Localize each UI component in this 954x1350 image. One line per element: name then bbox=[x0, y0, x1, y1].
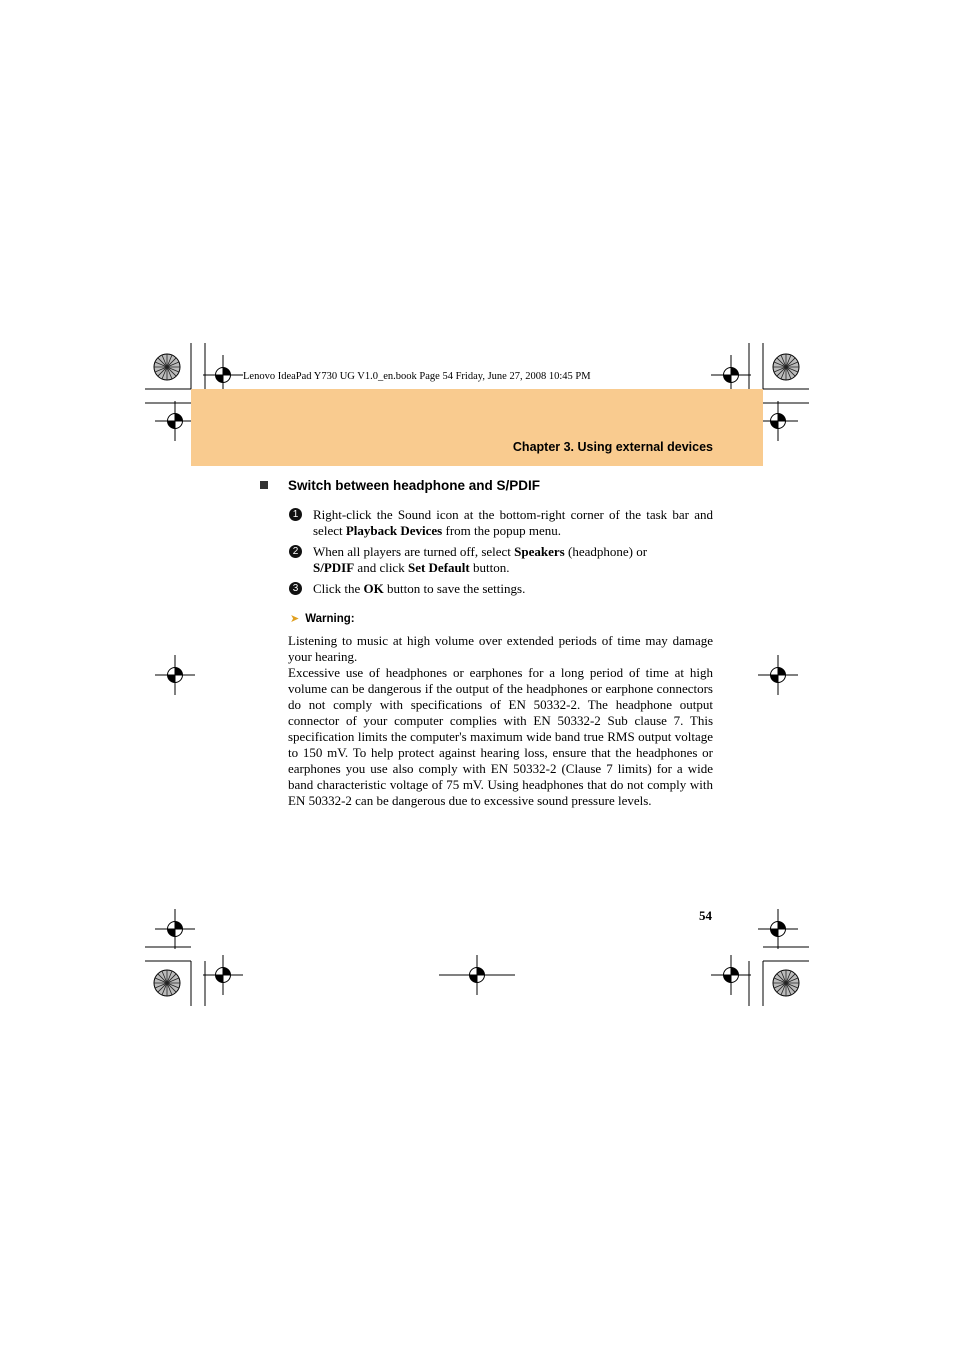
warning-paragraph: Listening to music at high volume over extended periods of time may damage your hearing. bbox=[288, 633, 713, 664]
page-number: 54 bbox=[699, 908, 712, 923]
step-2 bbox=[289, 544, 713, 576]
chapter-banner bbox=[191, 389, 763, 466]
step-number-icon: 1 bbox=[289, 508, 302, 521]
step-1 bbox=[289, 507, 713, 539]
step-text: Click the OK button to save the settings. bbox=[313, 581, 526, 596]
step-number-icon: 2 bbox=[289, 545, 302, 558]
step-3 bbox=[289, 581, 713, 597]
warning-paragraph: Excessive use of headphones or earphones for a long period of time at high volume can be dangerous if the output of the headphones or earphone connectors do not comply with specifications of EN 50332-2. The headphone output connector of your computer complies with EN 50332-2 Sub clause 7. This specification limits the computer's maximum wide band true RMS output voltage to 150 mV. To help protect against hearing loss, ensure that the headphones or earphones you use also comply with EN 50332-2 (Clause 7 limits) for a wide band characteristic voltage of 75 mV. Using headphones that do not comply with EN 50332-2 can be dangerous due to excessive sound pressure levels. bbox=[288, 665, 713, 808]
section-heading-text: Switch between headphone and S/PDIF bbox=[288, 478, 541, 493]
warning-label: ➤ Warning: bbox=[290, 613, 355, 625]
arrow-right-icon: ➤ bbox=[290, 613, 300, 625]
step-text: Right-click the Sound icon at the bottom-right corner of the task bar and select Playback Devices from the popup menu. bbox=[313, 507, 713, 538]
book-info-line: Lenovo IdeaPad Y730 UG V1.0_en.book Page 54 Friday, June 27, 2008 10:45 PM bbox=[243, 371, 591, 382]
section-heading bbox=[260, 478, 540, 493]
square-bullet-icon bbox=[260, 481, 268, 489]
warning-body bbox=[288, 633, 713, 809]
step-number-icon: 3 bbox=[289, 582, 302, 595]
chapter-title: Chapter 3. Using external devices bbox=[512, 440, 713, 454]
step-text: When all players are turned off, select Speakers (headphone) or S/PDIF and click Set Default button. bbox=[313, 544, 648, 575]
